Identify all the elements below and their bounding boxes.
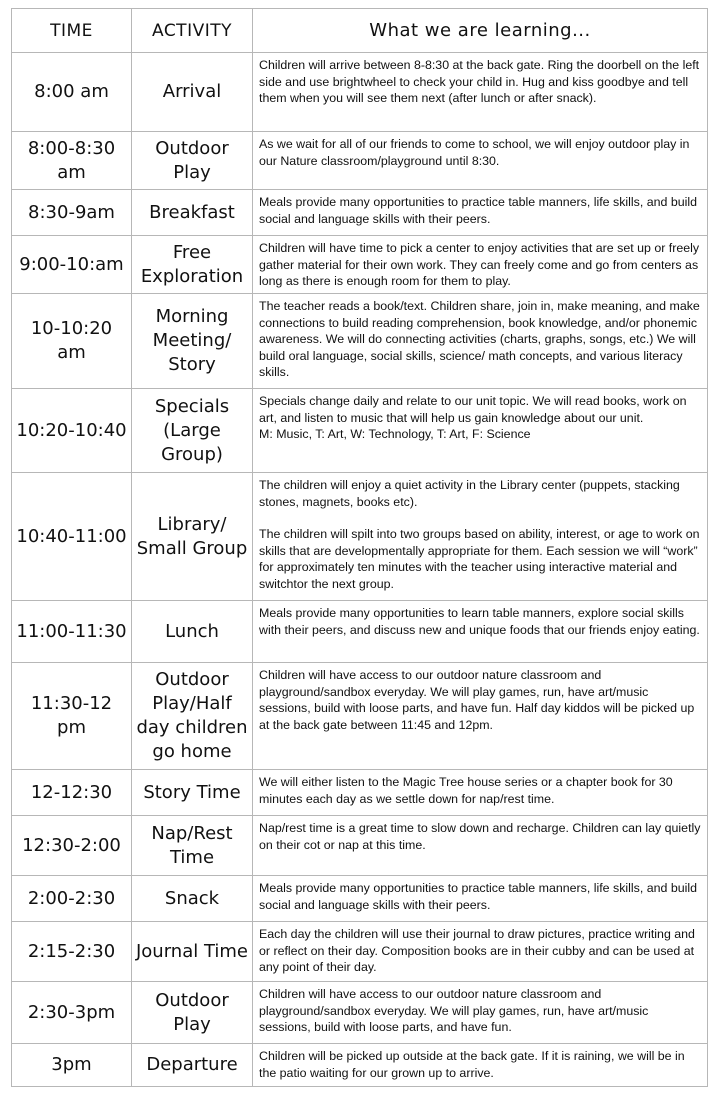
- learning-paragraph: Children will be picked up outside at the back gate. If it is raining, we will be in the patio waiting for our grown up to arrive.: [259, 1049, 685, 1080]
- learning-paragraph: The children will spilt into two groups based on ability, interest, or age to work on skills that are developmentally appropriate for them. Each session we will “work” for approximately ten minutes with the teacher using interactive material and switchtor the next group.: [259, 527, 700, 591]
- header-time: TIME: [12, 9, 132, 53]
- activity-cell: Departure: [132, 1044, 253, 1087]
- learning-cell: [253, 389, 708, 473]
- learning-paragraph: Meals provide many opportunities to practice table manners, life skills, and build social and language skills with their peers.: [259, 881, 698, 912]
- learning-paragraph: Children will have access to our outdoor nature classroom and playground/sandbox everyday. We will play games, run, have art/music sessions, build with loose parts, and have fun.: [259, 987, 649, 1034]
- schedule-row: [12, 663, 708, 770]
- schedule-row: [12, 1044, 708, 1087]
- learning-paragraph: Specials change daily and relate to our unit topic. We will read books, work on art, and listen to music that will help us gain knowledge about our unit. M: Music, T: Art, W: Technology, T: Art, F: Science: [259, 394, 687, 441]
- learning-paragraph: Children will have access to our outdoor nature classroom and playground/sandbox everyday. We will play games, run, have art/music sessions, build with loose parts, and have fun. Half day kiddos will be picked up at the back gate between 11:45 and 12pm.: [259, 668, 695, 732]
- activity-cell: Morning Meeting/ Story: [132, 294, 253, 389]
- learning-cell: [253, 982, 708, 1044]
- daily-schedule-table: [11, 8, 708, 1087]
- learning-cell: [253, 816, 708, 876]
- time-cell: 8:00-8:30 am: [12, 132, 132, 190]
- activity-cell: Outdoor Play/Half day children go home: [132, 663, 253, 770]
- schedule-row: [12, 922, 708, 982]
- activity-cell: Outdoor Play: [132, 982, 253, 1044]
- time-cell: 12:30-2:00: [12, 816, 132, 876]
- time-cell: 10:20-10:40: [12, 389, 132, 473]
- time-cell: 3pm: [12, 1044, 132, 1087]
- learning-cell: [253, 294, 708, 389]
- header-learning: What we are learning...: [253, 9, 708, 53]
- schedule-row: [12, 601, 708, 663]
- time-cell: 8:00 am: [12, 53, 132, 132]
- learning-paragraph: Children will have time to pick a center to enjoy activities that are set up or freely gather material for their own work. They can freely come and go from centers as long as there is enough room for them to play.: [259, 241, 700, 288]
- learning-paragraph: Each day the children will use their journal to draw pictures, practice writing and or reflect on their day. Composition books are in their cubby and can be used at any point of their day.: [259, 927, 695, 974]
- time-cell: 11:00-11:30: [12, 601, 132, 663]
- schedule-body: [12, 53, 708, 1087]
- learning-cell: [253, 236, 708, 294]
- time-cell: 12-12:30: [12, 770, 132, 816]
- activity-cell: Snack: [132, 876, 253, 922]
- learning-paragraph: As we wait for all of our friends to come to school, we will enjoy outdoor play in our Nature classroom/playground until 8:30.: [259, 137, 690, 168]
- time-cell: 2:00-2:30: [12, 876, 132, 922]
- schedule-row: [12, 132, 708, 190]
- learning-paragraph: The children will enjoy a quiet activity in the Library center (puppets, stacking stones, magnets, books etc).: [259, 478, 680, 509]
- activity-cell: Journal Time: [132, 922, 253, 982]
- schedule-row: [12, 236, 708, 294]
- learning-cell: [253, 876, 708, 922]
- learning-paragraph: Meals provide many opportunities to learn table manners, explore social skills with their peers, and discuss new and unique foods that our friends enjoy eating.: [259, 606, 700, 637]
- learning-cell: [253, 53, 708, 132]
- learning-cell: [253, 473, 708, 601]
- header-row: [12, 9, 708, 53]
- learning-cell: [253, 190, 708, 236]
- schedule-row: [12, 389, 708, 473]
- schedule-row: [12, 190, 708, 236]
- header-activity: ACTIVITY: [132, 9, 253, 53]
- schedule-row: [12, 294, 708, 389]
- activity-cell: Free Exploration: [132, 236, 253, 294]
- learning-cell: [253, 601, 708, 663]
- schedule-row: [12, 770, 708, 816]
- learning-cell: [253, 1044, 708, 1087]
- activity-cell: Specials (Large Group): [132, 389, 253, 473]
- learning-cell: [253, 922, 708, 982]
- activity-cell: Outdoor Play: [132, 132, 253, 190]
- activity-cell: Breakfast: [132, 190, 253, 236]
- learning-paragraph: We will either listen to the Magic Tree house series or a chapter book for 30 minutes each day as we settle down for nap/rest time.: [259, 775, 673, 806]
- learning-paragraph: Nap/rest time is a great time to slow down and recharge. Children can lay quietly on their cot or nap at this time.: [259, 821, 701, 852]
- time-cell: 8:30-9am: [12, 190, 132, 236]
- learning-cell: [253, 132, 708, 190]
- learning-cell: [253, 663, 708, 770]
- activity-cell: Library/ Small Group: [132, 473, 253, 601]
- activity-cell: Story Time: [132, 770, 253, 816]
- learning-paragraph: Children will arrive between 8-8:30 at the back gate. Ring the doorbell on the left side and use brightwheel to check your child in. Hug and kiss goodbye and tell them when you will see them next (after lunch or after snack).: [259, 58, 700, 105]
- activity-cell: Nap/Rest Time: [132, 816, 253, 876]
- time-cell: 9:00-10:am: [12, 236, 132, 294]
- learning-cell: [253, 770, 708, 816]
- schedule-row: [12, 53, 708, 132]
- activity-cell: Arrival: [132, 53, 253, 132]
- schedule-row: [12, 876, 708, 922]
- schedule-row: [12, 816, 708, 876]
- learning-paragraph: The teacher reads a book/text. Children share, join in, make meaning, and make connections to build reading comprehension, book knowledge, and/or phonemic awareness. We will do connecting activities (charts, graphs, songs, etc.) We will build oral language, social skills, science/ math concepts, and various literacy skills.: [259, 299, 700, 379]
- time-cell: 2:30-3pm: [12, 982, 132, 1044]
- schedule-row: [12, 473, 708, 601]
- time-cell: 2:15-2:30: [12, 922, 132, 982]
- activity-cell: Lunch: [132, 601, 253, 663]
- time-cell: 10-10:20 am: [12, 294, 132, 389]
- time-cell: 10:40-11:00: [12, 473, 132, 601]
- time-cell: 11:30-12 pm: [12, 663, 132, 770]
- schedule-row: [12, 982, 708, 1044]
- learning-paragraph: Meals provide many opportunities to practice table manners, life skills, and build social and language skills with their peers.: [259, 195, 698, 226]
